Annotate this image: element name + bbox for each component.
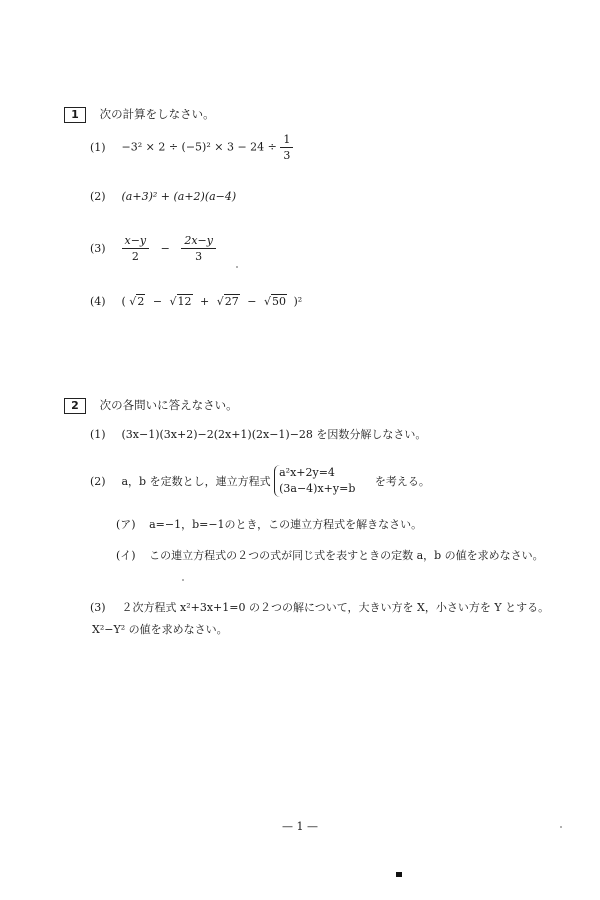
q1-item-1-frac-num: 1 [280, 133, 293, 148]
q1-item-1-label: (1) [90, 140, 106, 154]
q2-part-3-line-2: X²−Y² の値を求めなさい。 [92, 623, 228, 636]
question-2-number: 2 [64, 398, 86, 414]
q1-item-4-op-3: − [247, 295, 257, 308]
q1-item-3-minus: − [160, 241, 170, 255]
q2-part-2-a-label: (ア) [116, 518, 136, 531]
q1-item-4 [90, 294, 302, 308]
q1-item-4-radicand-1: 2 [137, 295, 145, 308]
q1-item-2-expr: (a+3)² + (a+2)(a−4) [121, 190, 237, 203]
question-1-number: 1 [64, 107, 86, 123]
q1-item-1-frac-den: 3 [283, 149, 291, 162]
q1-item-4-radicand-2: 12 [177, 295, 192, 308]
q2-part-2-b-label: (イ) [116, 549, 136, 562]
scan-mark [396, 872, 402, 877]
q2-part-2-a [116, 516, 422, 532]
q2-part-3-label: (3) [90, 601, 106, 614]
q1-item-4-radicand-4: 50 [272, 295, 287, 308]
q2-part-2-label: (2) [90, 474, 106, 488]
q1-item-3-fraction-2 [181, 234, 216, 263]
q1-item-4-sqrt-3: √27 [216, 295, 239, 308]
question-2-header [64, 397, 238, 414]
q1-item-3-frac1-num: x−y [122, 234, 150, 249]
q1-item-1 [90, 133, 293, 162]
q1-item-1-expr: −3² × 2 ÷ (−5)² × 3 − 24 ÷ [121, 140, 277, 154]
q2-part-2-intro: a，b を定数とし，連立方程式 [121, 475, 271, 488]
q1-item-4-sqrt-2: √12 [169, 295, 192, 308]
q1-item-4-open: ( [121, 295, 126, 308]
q2-part-2-a-text: a=−1，b=−1のとき，この連立方程式を解きなさい。 [149, 518, 423, 531]
q2-part-1-label: (1) [90, 428, 106, 441]
q1-item-3-frac2-num: 2x−y [181, 234, 216, 249]
question-1-title: 次の計算をしなさい。 [99, 107, 215, 121]
q2-part-3-continuation [92, 621, 228, 637]
q2-part-2-eq1: a²x+2y=4 [279, 466, 335, 479]
q1-item-3-label: (3) [90, 241, 106, 255]
q1-item-4-radicand-3: 27 [224, 295, 239, 308]
q1-item-4-close: )² [293, 295, 303, 308]
q1-item-1-fraction [280, 133, 293, 162]
q1-item-3-fraction-1 [122, 234, 150, 263]
q2-part-2 [90, 465, 430, 497]
q1-item-3-frac2-den: 3 [195, 250, 203, 263]
scan-speck [560, 826, 562, 828]
q2-part-2-b-text: この連立方程式の２つの式が同じ式を表すときの定数 a，b の値を求めなさい。 [149, 549, 544, 562]
q1-item-4-op-1: − [152, 295, 163, 308]
scan-speck [182, 579, 184, 581]
q2-part-1 [90, 426, 426, 442]
q2-part-1-text: (3x−1)(3x+2)−2(2x+1)(2x−1)−28 を因数分解しなさい。 [121, 428, 427, 441]
scan-speck [236, 266, 238, 268]
q1-item-4-sqrt-1: √2 [129, 295, 145, 308]
q2-part-3 [90, 599, 549, 615]
q2-part-2-after: を考える。 [374, 475, 430, 488]
q1-item-3-frac1-den: 2 [131, 250, 139, 263]
q1-item-4-op-2: + [200, 295, 210, 308]
q2-part-2-eq2: (3a−4)x+y=b [279, 482, 356, 495]
q2-part-2-system-of-equations [274, 465, 355, 497]
q1-item-4-sqrt-4: √50 [264, 295, 287, 308]
q1-item-2-label: (2) [90, 190, 106, 203]
q1-item-3 [90, 234, 216, 263]
question-2-title: 次の各問いに答えなさい。 [99, 398, 238, 412]
question-1-header [64, 106, 215, 123]
q2-part-2-b [116, 547, 544, 563]
q2-part-3-line-1: ２次方程式 x²+3x+1=0 の２つの解について，大きい方を X，小さい方を Y とする。 [121, 601, 550, 614]
q1-item-4-label: (4) [90, 295, 106, 308]
page-number: — 1 — [282, 820, 318, 833]
q1-item-2 [90, 190, 236, 203]
